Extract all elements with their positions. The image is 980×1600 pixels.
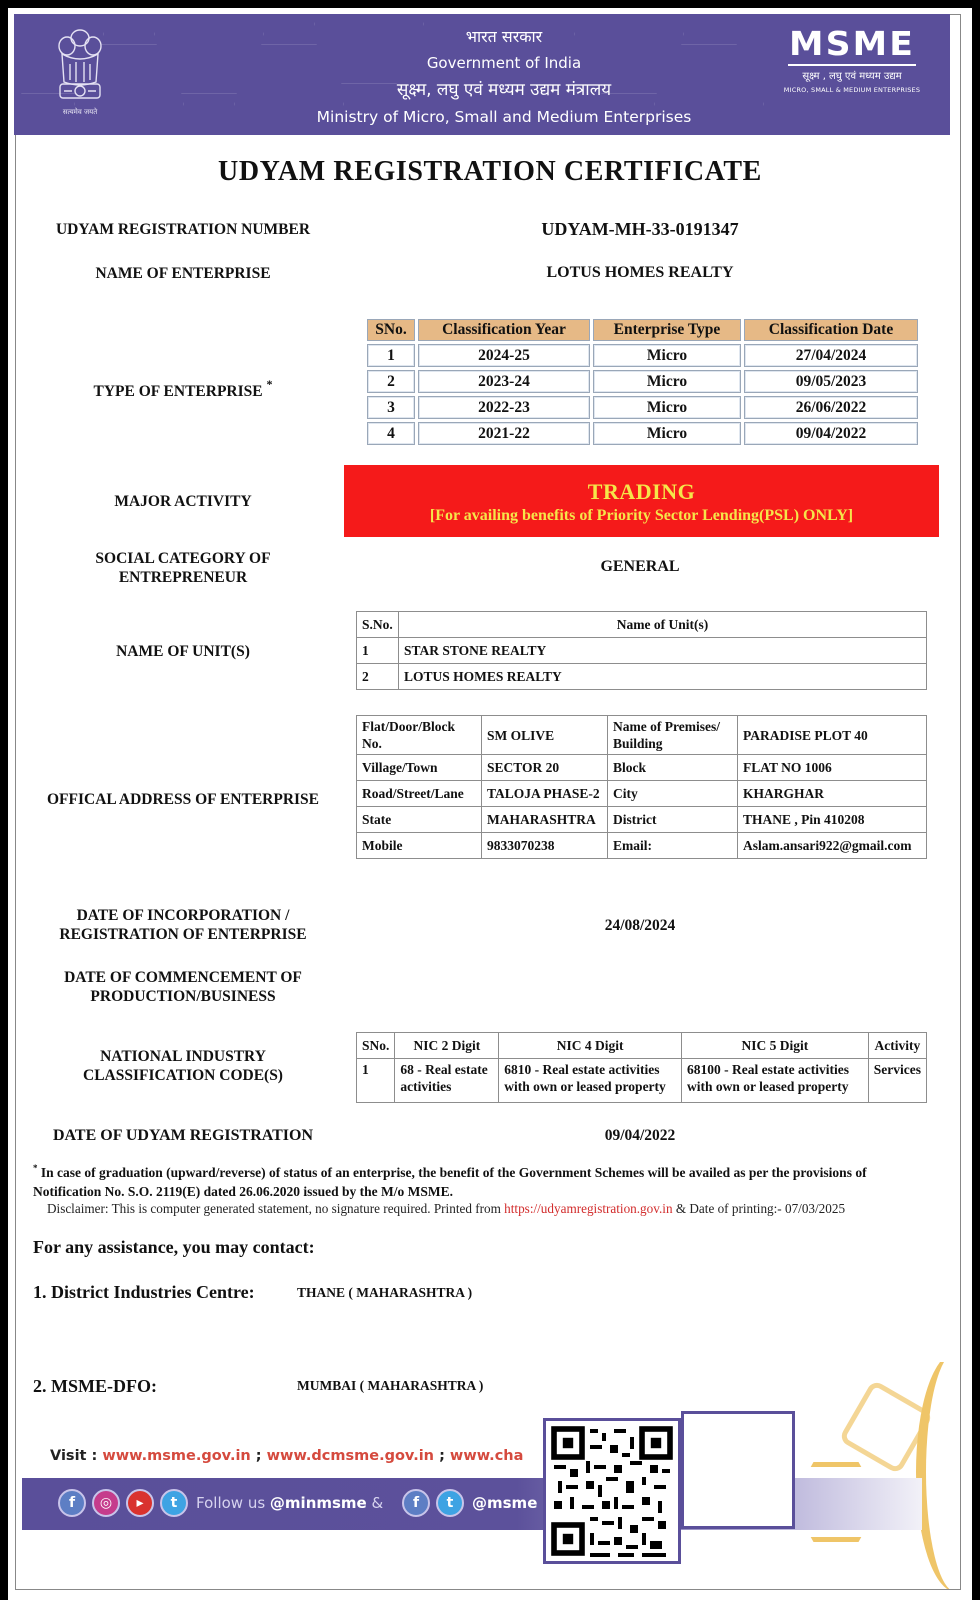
- col-nic-5: NIC 5 Digit: [682, 1033, 869, 1059]
- ministry-title: Ministry of Micro, Small and Medium Enterprises: [316, 108, 692, 126]
- table-row: [367, 396, 918, 419]
- cell-sno: 1: [357, 638, 399, 664]
- cell-key: State: [357, 807, 482, 833]
- visit-links: [50, 1448, 523, 1464]
- cell-value: MAHARASHTRA: [482, 807, 608, 833]
- major-activity-value: TRADING: [587, 479, 696, 504]
- cell-key: District: [608, 807, 738, 833]
- major-activity-banner: [344, 465, 939, 537]
- follow-text: [196, 1494, 383, 1512]
- social-category-label: [30, 549, 336, 587]
- nic-label: [30, 1047, 336, 1085]
- commencement-label: [30, 968, 336, 1006]
- cell-date: 09/04/2022: [744, 422, 918, 445]
- champions-link[interactable]: www.cha: [449, 1448, 524, 1464]
- cell-nic-2: 68 - Real estate activities: [395, 1059, 499, 1103]
- cell-date: 09/05/2023: [744, 370, 918, 393]
- col-sno: SNo.: [357, 1033, 395, 1059]
- udyam-portal-link[interactable]: https://udyamregistration.gov.in: [504, 1201, 673, 1216]
- enterprise-name-label: NAME OF ENTERPRISE: [95, 265, 271, 282]
- incorporation-label: [30, 906, 336, 944]
- cell-date: 27/04/2024: [744, 344, 918, 367]
- incorporation-label-line1: DATE OF INCORPORATION /: [76, 907, 290, 924]
- cell-key: City: [608, 781, 738, 807]
- footnote: [33, 1159, 933, 1201]
- table-row: [357, 716, 927, 755]
- udyam-date-value: 09/04/2022: [604, 1127, 676, 1144]
- cell-value: SM OLIVE: [482, 716, 608, 755]
- cell-sno: 4: [367, 422, 415, 445]
- table-row: [367, 422, 918, 445]
- address-table: [356, 715, 927, 859]
- table-row: [357, 664, 927, 690]
- col-enterprise-type: Enterprise Type: [593, 319, 741, 341]
- visit-label: Visit :: [50, 1448, 103, 1464]
- social-category-value: GENERAL: [600, 558, 680, 575]
- cell-email: Aslam.ansari922@gmail.com: [738, 833, 927, 859]
- social-category-label-line1: SOCIAL CATEGORY OF: [95, 550, 271, 567]
- col-activity: Activity: [868, 1033, 926, 1059]
- cell-key: Mobile: [357, 833, 482, 859]
- col-sno: SNo.: [367, 319, 415, 341]
- cell-key: Village/Town: [357, 755, 482, 781]
- national-emblem-icon: [50, 24, 110, 112]
- enterprise-name-value: LOTUS HOMES REALTY: [546, 264, 734, 281]
- qr-code-frame: [543, 1418, 681, 1564]
- amp: &: [366, 1494, 384, 1512]
- cell-date: 26/06/2022: [744, 396, 918, 419]
- table-row: [357, 781, 927, 807]
- footnote-text: In case of graduation (upward/reverse) of status of an enterprise, the benefit of the Government Schemes will be availed as per the provisions of Notification No. S.O. 2119(E) dated 26.06.2020 issued by the M/o MSME.: [33, 1165, 867, 1199]
- cell-sno: 1: [357, 1059, 395, 1103]
- footnote-asterisk: *: [33, 1163, 38, 1173]
- cell-type: Micro: [593, 370, 741, 393]
- incorporation-label-line2: REGISTRATION OF ENTERPRISE: [59, 926, 307, 943]
- disclaimer: [47, 1201, 947, 1217]
- table-row: [357, 1059, 927, 1103]
- cell-year: 2023-24: [418, 370, 590, 393]
- type-asterisk: *: [266, 377, 273, 391]
- msme-logo-hindi: सूक्ष्म , लघु एवं मध्यम उद्यम: [802, 71, 902, 82]
- cell-nic-4: 6810 - Real estate activities with own or leased property: [499, 1059, 682, 1103]
- table-row: [367, 370, 918, 393]
- follow-label: Follow us: [196, 1494, 270, 1512]
- twitter-icon[interactable]: t: [160, 1489, 188, 1517]
- disclaimer-prefix: Disclaimer: This is computer generated statement, no signature required. Printed from: [47, 1201, 505, 1216]
- gold-arc-decoration: [916, 1362, 961, 1590]
- col-sno: S.No.: [357, 612, 399, 638]
- cell-unit-name: STAR STONE REALTY: [399, 638, 927, 664]
- col-classification-date: Classification Date: [744, 319, 918, 341]
- cell-type: Micro: [593, 422, 741, 445]
- commencement-label-line1: DATE OF COMMENCEMENT OF: [64, 969, 302, 986]
- table-header-row: [357, 612, 927, 638]
- assistance-heading: For any assistance, you may contact:: [33, 1237, 315, 1257]
- msme-gov-link[interactable]: www.msme.gov.in: [102, 1448, 251, 1464]
- header-band: [14, 14, 950, 135]
- table-row: [357, 638, 927, 664]
- emblem-caption: सत्यमेव जयते: [62, 108, 98, 116]
- msme-logo-english: MICRO, SMALL & MEDIUM ENTERPRISES: [783, 86, 921, 94]
- col-nic-2: NIC 2 Digit: [395, 1033, 499, 1059]
- facebook-icon[interactable]: f: [58, 1489, 86, 1517]
- dcmsme-gov-link[interactable]: www.dcmsme.gov.in: [266, 1448, 435, 1464]
- table-header-row: [357, 1033, 927, 1059]
- msme-handle-wrap: [472, 1494, 537, 1512]
- cell-key: Block: [608, 755, 738, 781]
- udyam-date-label: DATE OF UDYAM REGISTRATION: [52, 1127, 314, 1144]
- cell-key: Road/Street/Lane: [357, 781, 482, 807]
- address-label: OFFICAL ADDRESS OF ENTERPRISE: [46, 791, 320, 808]
- cell-sno: 3: [367, 396, 415, 419]
- cell-type: Micro: [593, 396, 741, 419]
- certificate-title: UDYAM REGISTRATION CERTIFICATE: [218, 156, 762, 187]
- major-activity-label: MAJOR ACTIVITY: [114, 493, 252, 510]
- cell-sno: 2: [357, 664, 399, 690]
- minmsme-handle[interactable]: @minmsme: [269, 1494, 367, 1512]
- cell-type: Micro: [593, 344, 741, 367]
- col-classification-year: Classification Year: [418, 319, 590, 341]
- enterprise-type-label: [30, 375, 336, 401]
- table-row: [357, 755, 927, 781]
- nic-table: [356, 1032, 927, 1103]
- cell-activity: Services: [868, 1059, 926, 1103]
- instagram-icon[interactable]: ◎: [92, 1489, 120, 1517]
- reg-number-label: UDYAM REGISTRATION NUMBER: [55, 221, 311, 238]
- contact-dic-value: THANE ( MAHARASHTRA ): [297, 1285, 473, 1300]
- youtube-icon[interactable]: ▸: [126, 1489, 154, 1517]
- header-titles: [294, 24, 714, 130]
- cell-key: Name of Premises/ Building: [608, 716, 738, 755]
- nic-label-line1: NATIONAL INDUSTRY: [100, 1048, 266, 1065]
- nic-label-line2: CLASSIFICATION CODE(S): [83, 1067, 283, 1084]
- cell-sno: 2: [367, 370, 415, 393]
- table-row: [357, 833, 927, 859]
- table-header-row: [367, 319, 918, 341]
- separator: ;: [434, 1448, 450, 1464]
- enterprise-type-label-text: TYPE OF ENTERPRISE: [93, 383, 263, 400]
- cell-value: TALOJA PHASE-2: [482, 781, 608, 807]
- cell-nic-5: 68100 - Real estate activities with own or leased property: [682, 1059, 869, 1103]
- cell-key: Email:: [608, 833, 738, 859]
- social-category-label-line2: ENTREPRENEUR: [118, 569, 248, 586]
- cell-unit-name: LOTUS HOMES REALTY: [399, 664, 927, 690]
- msme-logo-word: MSME: [789, 24, 915, 63]
- facebook-icon[interactable]: f: [402, 1489, 430, 1517]
- cell-value: SECTOR 20: [482, 755, 608, 781]
- cell-year: 2022-23: [418, 396, 590, 419]
- cell-sno: 1: [367, 344, 415, 367]
- govt-title: Government of India: [426, 54, 582, 72]
- cell-year: 2024-25: [418, 344, 590, 367]
- msme-handle[interactable]: @msme: [472, 1494, 538, 1512]
- disclaimer-suffix: & Date of printing:- 07/03/2025: [672, 1201, 846, 1216]
- units-label: NAME OF UNIT(S): [116, 643, 250, 660]
- msme-logo: [782, 26, 922, 96]
- cell-value: PARADISE PLOT 40: [738, 716, 927, 755]
- photo-placeholder-frame: [681, 1411, 795, 1529]
- twitter-icon[interactable]: t: [436, 1489, 464, 1517]
- reg-number-value: UDYAM-MH-33-0191347: [541, 219, 739, 239]
- table-row: [357, 807, 927, 833]
- units-table: [356, 611, 927, 690]
- table-row: [367, 344, 918, 367]
- cell-value: FLAT NO 1006: [738, 755, 927, 781]
- cell-year: 2021-22: [418, 422, 590, 445]
- hindi-govt-title: भारत सरकार: [465, 27, 543, 46]
- contact-dfo-label: 2. MSME-DFO:: [33, 1376, 157, 1396]
- col-nic-4: NIC 4 Digit: [499, 1033, 682, 1059]
- cell-value: KHARGHAR: [738, 781, 927, 807]
- contact-dic-label: 1. District Industries Centre:: [33, 1282, 255, 1302]
- classification-table: [364, 316, 921, 448]
- major-activity-note: [For availing benefits of Priority Sector Lending(PSL) ONLY]: [429, 507, 854, 524]
- cell-value: THANE , Pin 410208: [738, 807, 927, 833]
- contact-dfo-value: MUMBAI ( MAHARASHTRA ): [297, 1378, 484, 1393]
- hindi-ministry-title: सूक्ष्म, लघु एवं मध्यम उद्यम मंत्रालय: [396, 80, 612, 100]
- col-unit-name: Name of Unit(s): [399, 612, 927, 638]
- logo-divider: [788, 64, 916, 66]
- incorporation-date: 24/08/2024: [604, 917, 676, 934]
- cell-mobile: 9833070238: [482, 833, 608, 859]
- qr-code-icon: [546, 1421, 678, 1561]
- separator: ;: [250, 1448, 267, 1464]
- commencement-label-line2: PRODUCTION/BUSINESS: [90, 988, 276, 1005]
- cell-key: Flat/Door/Block No.: [357, 716, 482, 755]
